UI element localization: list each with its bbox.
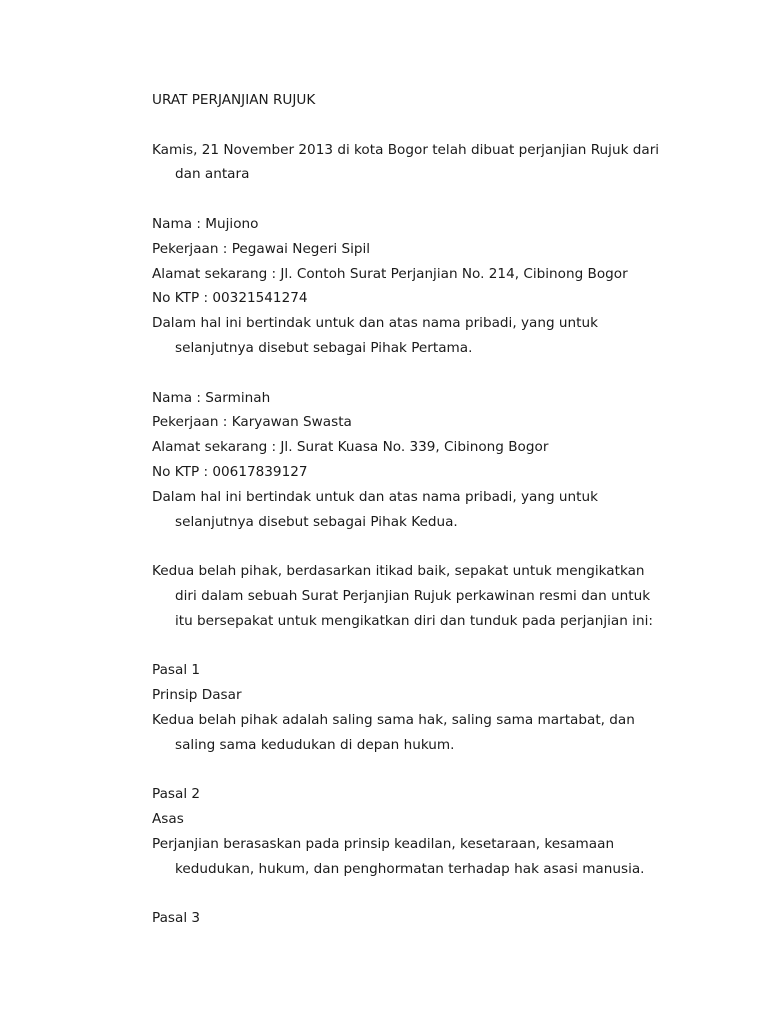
spacer [152,882,682,907]
party1-alamat: Alamat sekarang : Jl. Contoh Surat Perjanjian No. 214, Cibinong Bogor [152,265,628,282]
spacer [152,534,682,559]
agreement-line-3: itu bersepakat untuk mengikatkan diri dan tunduk pada perjanjian ini: [175,612,653,629]
pasal3-heading: Pasal 3 [152,910,201,927]
spacer [152,187,682,212]
intro-line-1: Kamis, 21 November 2013 di kota Bogor telah dibuat perjanjian Rujuk dari [152,141,660,158]
intro-line-2: dan antara [175,166,250,183]
spacer [152,758,682,783]
party1-statement-line-2: selanjutnya disebut sebagai Pihak Pertama. [175,339,473,356]
party1-nama: Nama : Mujiono [152,215,259,232]
pasal2-subheading: Asas [152,811,184,828]
pasal1-subheading: Prinsip Dasar [152,687,242,704]
document-body [152,88,682,931]
agreement-line-1: Kedua belah pihak, berdasarkan itikad baik, sepakat untuk mengikatkan [152,563,645,580]
spacer [152,634,682,659]
party1-statement-line-1: Dalam hal ini bertindak untuk dan atas nama pribadi, yang untuk [152,315,598,332]
pasal1-body-line-1: Kedua belah pihak adalah saling sama hak, saling sama martabat, dan [152,711,635,728]
agreement-line-2: diri dalam sebuah Surat Perjanjian Rujuk perkawinan resmi dan untuk [175,587,651,604]
spacer [152,361,682,386]
party2-nama: Nama : Sarminah [152,389,271,406]
document-title: URAT PERJANJIAN RUJUK [152,92,316,108]
party2-ktp: No KTP : 00617839127 [152,463,308,480]
party2-statement-line-2: selanjutnya disebut sebagai Pihak Kedua. [175,513,458,530]
party2-pekerjaan: Pekerjaan : Karyawan Swasta [152,414,352,431]
spacer [152,113,682,138]
party1-ktp: No KTP : 00321541274 [152,290,308,307]
party2-statement-line-1: Dalam hal ini bertindak untuk dan atas nama pribadi, yang untuk [152,488,598,505]
party2-alamat: Alamat sekarang : Jl. Surat Kuasa No. 339, Cibinong Bogor [152,439,549,456]
pasal2-body-line-2: kedudukan, hukum, dan penghormatan terhadap hak asasi manusia. [175,860,645,877]
pasal1-body-line-2: saling sama kedudukan di depan hukum. [175,736,455,753]
pasal2-heading: Pasal 2 [152,786,201,803]
pasal2-body-line-1: Perjanjian berasaskan pada prinsip keadilan, kesetaraan, kesamaan [152,835,615,852]
pasal1-heading: Pasal 1 [152,662,201,679]
party1-pekerjaan: Pekerjaan : Pegawai Negeri Sipil [152,240,371,257]
